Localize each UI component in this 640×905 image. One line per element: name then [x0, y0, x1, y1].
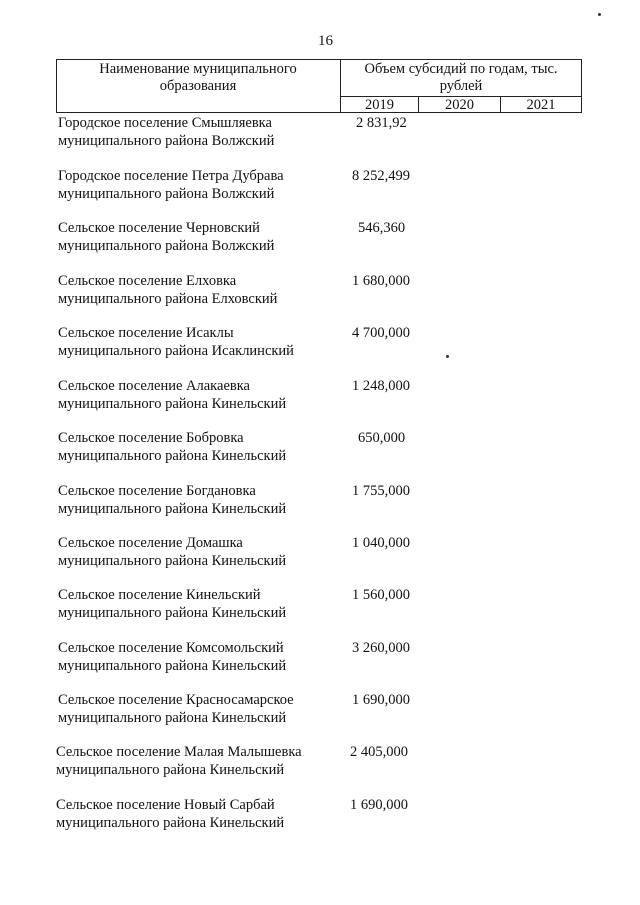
subsidy-2019-value: 8 252,499 [352, 168, 410, 184]
table-row [58, 324, 578, 364]
table-row [58, 429, 578, 469]
municipality-district: муниципального района Кинельский [56, 762, 285, 778]
table-row [58, 534, 578, 574]
municipality-name [58, 639, 340, 675]
header-right-border [581, 59, 582, 113]
table-row [56, 743, 576, 783]
municipality-district: муниципального района Волжский [58, 186, 275, 202]
municipality-settlement: Сельское поселение Елховка [58, 273, 237, 289]
header-top-border [56, 59, 582, 60]
subsidy-2019-value: 1 755,000 [352, 483, 410, 499]
municipality-district: муниципального района Кинельский [56, 815, 285, 831]
year-2021-header: 2021 [526, 97, 556, 113]
municipality-district: муниципального района Елховский [58, 291, 278, 307]
municipality-name [58, 534, 340, 570]
table-row [58, 114, 578, 154]
municipality-name [58, 429, 340, 465]
municipality-name [58, 324, 340, 360]
municipality-district: муниципального района Кинельский [58, 448, 287, 464]
table-row [56, 796, 576, 836]
municipality-name [58, 114, 340, 150]
municipality-settlement: Сельское поселение Богдановка [58, 483, 256, 499]
municipality-settlement: Сельское поселение Красносамарское [58, 692, 294, 708]
municipality-district: муниципального района Кинельский [58, 710, 287, 726]
municipality-settlement: Сельское поселение Алакаевка [58, 378, 250, 394]
municipality-settlement: Сельское поселение Исаклы [58, 325, 234, 341]
municipality-district: муниципального района Кинельский [58, 501, 287, 517]
municipality-name [58, 167, 340, 203]
municipality-district: муниципального района Кинельский [58, 658, 287, 674]
table-row [58, 272, 578, 312]
municipality-name [56, 743, 338, 779]
municipality-name [58, 272, 340, 308]
table-row [58, 219, 578, 259]
subsidy-2019-value: 650,000 [358, 430, 406, 446]
municipality-settlement: Сельское поселение Новый Сарбай [56, 797, 275, 813]
name-column-header: Наименование муниципального образования [99, 61, 297, 94]
page-number: 16 [318, 33, 333, 49]
subsidy-2019-value: 1 040,000 [352, 535, 410, 551]
table-row [58, 167, 578, 207]
subsidy-2019-value: 4 700,000 [352, 325, 410, 341]
subsidy-2019-value: 1 560,000 [352, 587, 410, 603]
municipality-name [58, 377, 340, 413]
municipality-settlement: Сельское поселение Комсомольский [58, 640, 284, 656]
municipality-district: муниципального района Кинельский [58, 553, 287, 569]
subsidy-2019-value: 546,360 [358, 220, 406, 236]
municipality-settlement: Сельское поселение Черновский [58, 220, 260, 236]
municipality-settlement: Сельское поселение Малая Малышевка [56, 744, 302, 760]
municipality-district: муниципального района Кинельский [58, 396, 287, 412]
table-header [56, 59, 582, 113]
table-row [58, 482, 578, 522]
year-2020-header: 2020 [445, 97, 474, 113]
municipality-settlement: Сельское поселение Домашка [58, 535, 243, 551]
table-row [58, 691, 578, 731]
table-row [58, 639, 578, 679]
municipality-district: муниципального района Волжский [58, 133, 275, 149]
subsidy-2019-value: 1 248,000 [352, 378, 410, 394]
subsidy-2019-value: 1 690,000 [352, 692, 410, 708]
table-row [58, 377, 578, 417]
municipality-name [58, 482, 340, 518]
subsidy-2019-value: 1 680,000 [352, 273, 410, 289]
municipality-district: муниципального района Волжский [58, 238, 275, 254]
municipality-name [58, 586, 340, 622]
table-row [58, 586, 578, 626]
municipality-district: муниципального района Исаклинский [58, 343, 294, 359]
municipality-name [58, 219, 340, 255]
scan-speck [598, 13, 601, 16]
subsidy-column-header: Объем субсидий по годам, тыс. рублей [364, 61, 558, 94]
municipality-settlement: Городское поселение Смышляевка [58, 115, 272, 131]
municipality-settlement: Сельское поселение Бобровка [58, 430, 244, 446]
municipality-settlement: Городское поселение Петра Дубрава [58, 168, 284, 184]
subsidy-2019-value: 2 405,000 [350, 744, 408, 760]
subsidy-2019-value: 2 831,92 [356, 115, 407, 131]
header-left-border [56, 59, 57, 113]
subsidy-2019-value: 1 690,000 [350, 797, 408, 813]
year-2019-header: 2019 [365, 97, 394, 113]
municipality-settlement: Сельское поселение Кинельский [58, 587, 261, 603]
municipality-name [58, 691, 340, 727]
subsidy-2019-value: 3 260,000 [352, 640, 410, 656]
municipality-name [56, 796, 338, 832]
municipality-district: муниципального района Кинельский [58, 605, 287, 621]
